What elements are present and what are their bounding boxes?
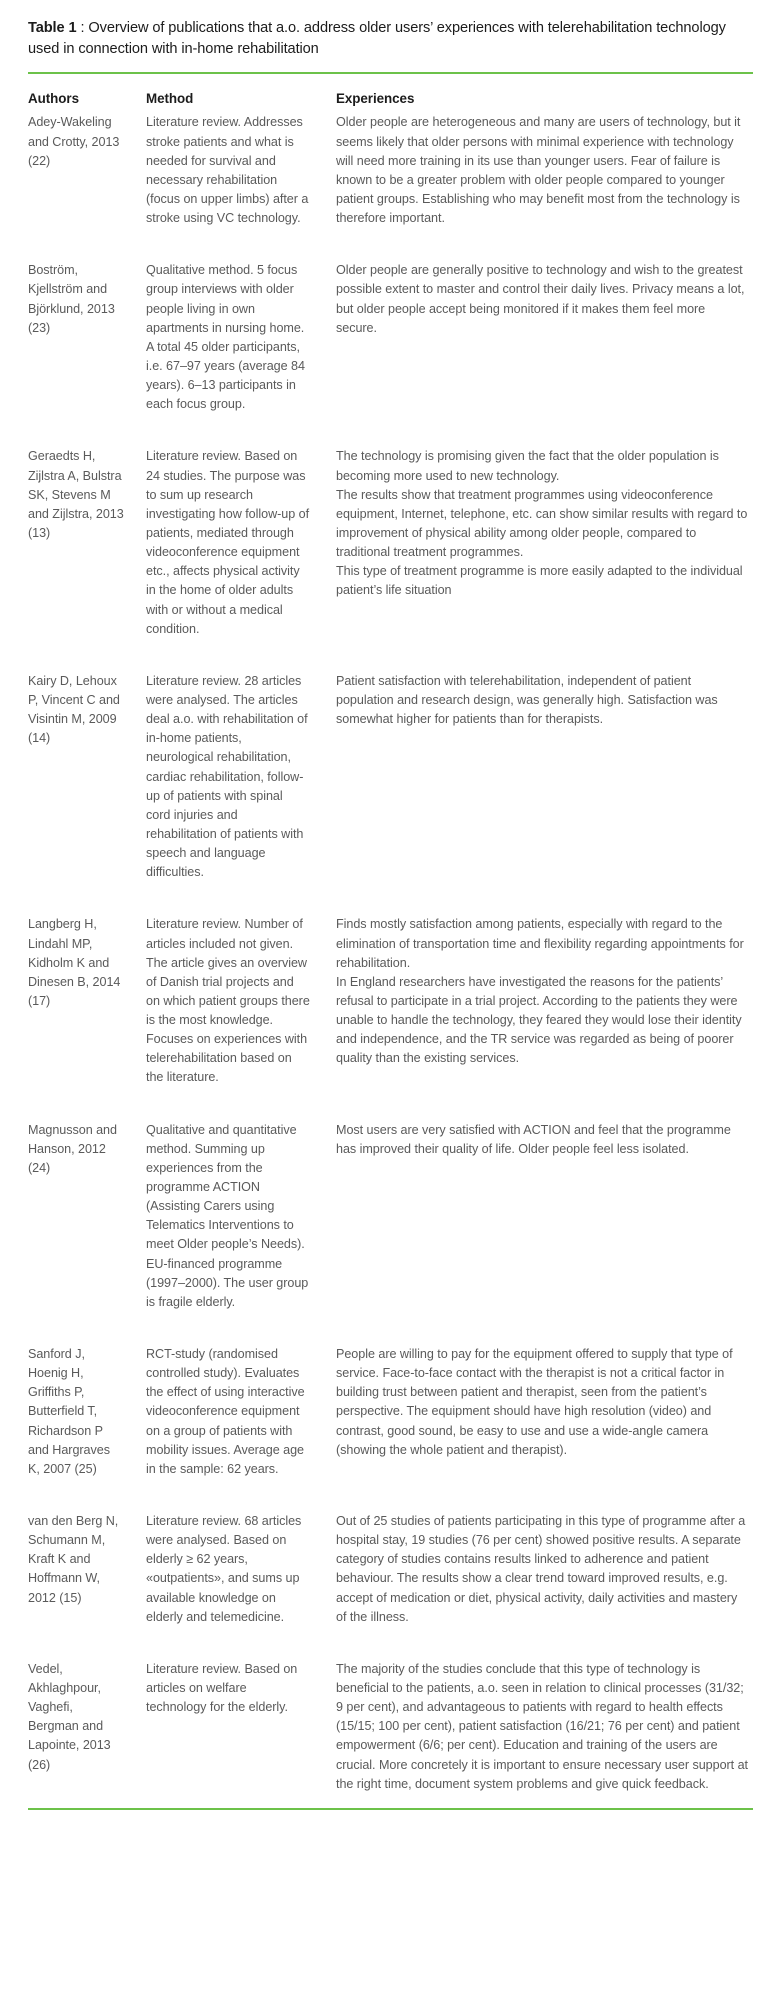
table-head	[28, 74, 753, 110]
cell-authors: Kairy D, Lehoux P, Vincent C and Visintin M, 2009 (14)	[28, 673, 120, 746]
cell-method	[132, 1503, 320, 1651]
cell-paragraph: Literature review. Based on 24 studies. The purpose was to sum up research investigating how follow-up of patients, mediated through videoconference equipment etc., affects physical activity in the home of older adults with or without a medical condition.	[146, 449, 310, 636]
cell-paragraph: Literature review. 68 articles were analysed. Based on elderly ≥ 62 years, «outpatients», and sums up available knowledge on elderly and telemedicine.	[146, 1514, 302, 1624]
cell-paragraph: Out of 25 studies of patients participating in this type of programme after a hospital stay, 19 studies (76 per cent) showed positive results. A separate category of studies contains results linked to adherence and patient behaviour. The results show a clear trend toward improved results, e.g. accept of medication or diet, physical activity, daily activities and mastery of the illness.	[336, 1514, 746, 1624]
table-header-row	[28, 74, 753, 110]
cell-method	[132, 1336, 320, 1503]
cell-paragraph: This type of treatment programme is more easily adapted to the individual patient’s life situation	[336, 564, 743, 598]
cell-experiences	[320, 438, 753, 662]
cell-method	[132, 1651, 320, 1800]
cell-experiences	[320, 1651, 753, 1800]
cell-experiences	[320, 663, 753, 907]
table-body	[28, 110, 753, 1799]
cell-paragraph: Literature review. Number of articles included not given. The article gives an overview of Danish trial projects and on which patient groups there is the most knowledge. Focuses on experiences with telerehabilitation based on the literature.	[146, 917, 310, 1085]
cell-paragraph: Literature review. 28 articles were analysed. The articles deal a.o. with rehabilitation of in-home patients, neurological rehabilitation, cardiac rehabilitation, follow-up of patients with spinal cord injuries and rehabilitation of patients with speech and language difficulties.	[146, 673, 308, 880]
table-row	[28, 438, 753, 662]
cell-paragraph: Literature review. Addresses stroke patients and what is needed for survival and necessary rehabilitation (focus on upper limbs) after a stroke using VC technology.	[146, 115, 309, 226]
cell-authors: Vedel, Akhlaghpour, Vaghefi, Bergman and Lapointe, 2013 (26)	[28, 1661, 111, 1772]
table-row	[28, 1503, 753, 1651]
cell-authors: Geraedts H, Zijlstra A, Bulstra SK, Stevens M and Zijlstra, 2013 (13)	[28, 449, 124, 540]
cell-paragraph: Most users are very satisfied with ACTION and feel that the programme has improved their quality of life. Older people feel less isolated.	[336, 1122, 731, 1156]
cell-paragraph: RCT-study (randomised controlled study). Evaluates the effect of using interactive videoconference equipment on a group of patients with mobility issues. Average age in the sample: 62 years.	[146, 1347, 305, 1476]
cell-paragraph: Older people are heterogeneous and many are users of technology, but it seems likely that older persons with minimal experience with technology will need more training in its use than younger users. Fear of failure is known to be a greater problem with older people compared to younger patient groups. Establishing who may benefit most from the technology is therefore important.	[336, 115, 741, 226]
cell-paragraph: Finds mostly satisfaction among patients, especially with regard to the elimination of transportation time and flexibility regarding appointments for rehabilitation.	[336, 917, 744, 970]
table-row	[28, 110, 753, 252]
cell-authors: Sanford J, Hoenig H, Griffiths P, Butterfield T, Richardson P and Hargraves K, 2007 (25)	[28, 1347, 110, 1476]
cell-experiences	[320, 1503, 753, 1651]
cell-authors: Langberg H, Lindahl MP, Kidholm K and Dinesen B, 2014 (17)	[28, 917, 121, 1008]
column-header-experiences: Experiences	[336, 91, 415, 107]
cell-paragraph: The majority of the studies conclude that this type of technology is beneficial to the patients, a.o. seen in relation to clinical processes (31/32; 9 per cent), and advantageous to patients with regard to health effects (15/15; 100 per cent), patient satisfaction (16/21; 76 per cent) and patient empowerment (6/6; per cent). Education and training of the users are crucial. More concretely it is important to ensure necessary user support at the right time, document system problems and give quick feedback.	[336, 1661, 748, 1791]
cell-experiences	[320, 1112, 753, 1336]
cell-paragraph: Literature review. Based on articles on welfare technology for the elderly.	[146, 1661, 298, 1715]
cell-experiences	[320, 906, 753, 1111]
cell-authors: Magnusson and Hanson, 2012 (24)	[28, 1122, 117, 1175]
cell-method	[132, 663, 320, 907]
cell-paragraph: People are willing to pay for the equipment offered to supply that type of service. Face-to-face contact with the therapist is not a critical factor in building trust between patient and therapist, seen from the patient’s perspective. The equipment should have high resolution (video) and contrast, good sound, be easy to use and use a wide-angle camera (showing the whole patient and therapist).	[336, 1347, 733, 1457]
caption-separator: :	[76, 20, 89, 36]
cell-method	[132, 110, 320, 252]
cell-paragraph: Older people are generally positive to technology and wish to the greatest possible extent to master and control their daily lives. Privacy means a lot, but older people accept being monitored if it makes them feel more secure.	[336, 263, 745, 335]
cell-method	[132, 906, 320, 1111]
cell-method	[132, 1112, 320, 1336]
cell-method	[132, 438, 320, 662]
cell-method	[132, 252, 320, 438]
cell-paragraph: In England researchers have investigated the reasons for the patients’ refusal to participate in a trial project. According to the patients they were unable to handle the technology, they feared they would lose their identity and independence, and the TR service was regarded as being of poorer quality than the existing services.	[336, 974, 742, 1066]
cell-paragraph: The results show that treatment programmes using videoconference equipment, Internet, telephone, etc. can show similar results with regard to improvement of physical ability among older people, compared to traditional treatment programmes.	[336, 487, 748, 560]
table-bottom-rule	[28, 1808, 753, 1810]
table-row	[28, 1112, 753, 1336]
cell-experiences	[320, 1336, 753, 1503]
cell-paragraph: Patient satisfaction with telerehabilitation, independent of patient population and research design, was generally high. Satisfaction was somewhat higher for patients than for therapists.	[336, 673, 718, 727]
table-number: Table 1	[28, 20, 77, 36]
table-row	[28, 663, 753, 907]
cell-paragraph: Qualitative method. 5 focus group interviews with older people living in own apartments in nursing home. A total 45 older participants, i.e. 67–97 years (average 84 years). 6–13 participants in each focus group.	[146, 263, 305, 412]
column-header-method: Method	[146, 91, 194, 107]
caption-text: Overview of publications that a.o. address older users’ experiences with telerehabilitation technology used in connection with in-home rehabilitation	[28, 20, 726, 57]
table-row	[28, 906, 753, 1111]
table-row	[28, 1336, 753, 1503]
cell-paragraph: The technology is promising given the fact that the older population is becoming more used to new technology.	[336, 449, 719, 483]
cell-paragraph: Qualitative and quantitative method. Summing up experiences from the programme ACTION (Assisting Carers using Telematics Interventions to meet Older people’s Needs). EU-financed programme (1997–2000). The user group is fragile elderly.	[146, 1122, 309, 1309]
column-header-authors: Authors	[28, 91, 79, 107]
cell-authors: Boström, Kjellström and Björklund, 2013 (23)	[28, 263, 115, 335]
cell-authors: Adey-Wakeling and Crotty, 2013 (22)	[28, 115, 120, 168]
table-caption	[28, 0, 738, 59]
table-row	[28, 1651, 753, 1800]
cell-authors: van den Berg N, Schumann M, Kraft K and Hoffmann W, 2012 (15)	[28, 1514, 119, 1605]
cell-experiences	[320, 252, 753, 438]
cell-experiences	[320, 110, 753, 252]
publications-table	[28, 74, 753, 1799]
table-row	[28, 252, 753, 438]
